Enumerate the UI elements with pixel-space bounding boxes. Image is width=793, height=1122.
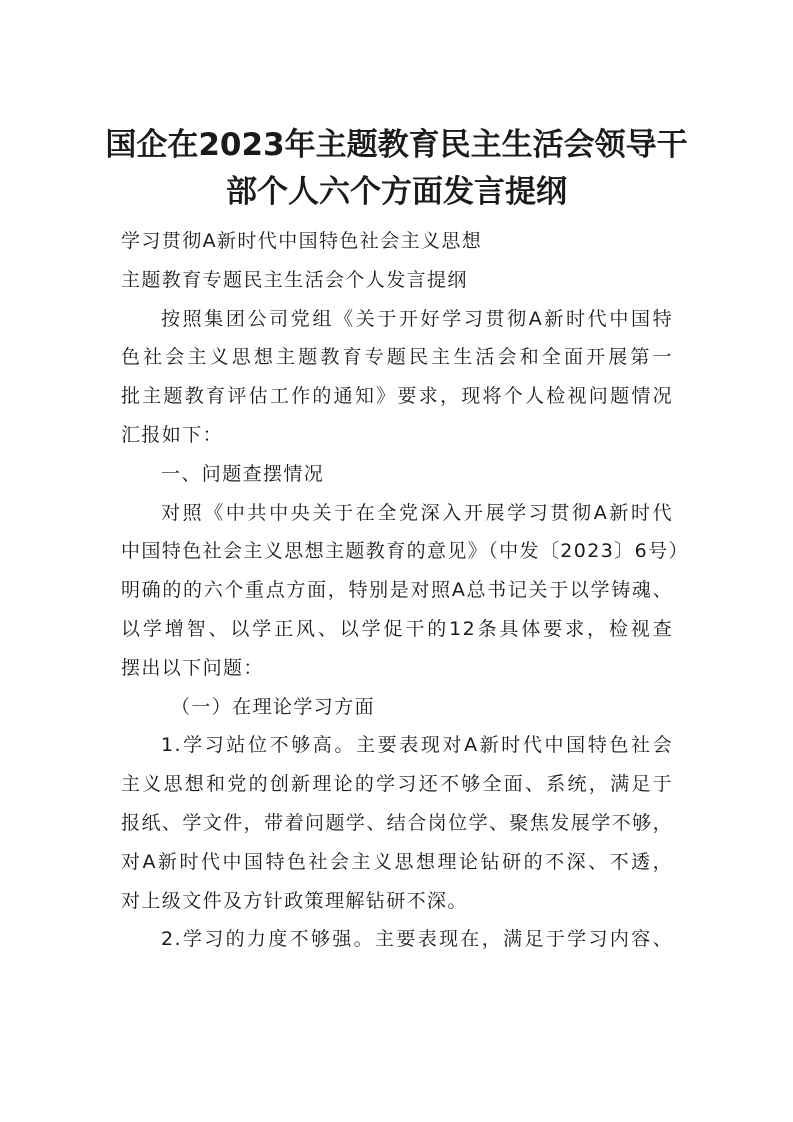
text-line: 明确的的六个重点方面，特别是对照A总书记关于以学铸魂、 [121, 579, 673, 602]
text-line: 对上级文件及方针政策理解钻研不深。 [121, 889, 468, 912]
text-line: 对照《中共中央关于在全党深入开展学习贯彻A新时代 [161, 501, 673, 524]
text-line: 学习贯彻A新时代中国特色社会主义思想 [121, 230, 483, 252]
text-line: 1.学习站位不够高。主要表现对A新时代中国特色社会 [161, 734, 673, 757]
text-line: 摆出以下问题： [121, 656, 264, 679]
text-line: 按照集团公司党组《关于开好学习贯彻A新时代中国特 [161, 307, 673, 330]
text-line: 色社会主义思想主题教育专题民主生活会和全面开展第一 [121, 346, 673, 369]
text-line: 对A新时代中国特色社会主义思想理论钻研的不深、不透， [121, 850, 673, 873]
text-line: 以学增智、以学正风、以学促干的12条具体要求，检视查 [121, 617, 673, 640]
text-line: 汇报如下： [121, 423, 224, 446]
text-line: 报纸、学文件，带着问题学、结合岗位学、聚焦发展学不够， [121, 811, 673, 834]
text-line: 批主题教育评估工作的通知》要求，现将个人检视问题情况 [121, 385, 673, 408]
text-line: 2.学习的力度不够强。主要表现在，满足于学习内容、 [161, 928, 673, 951]
text-line: 中国特色社会主义思想主题教育的意见》（中发〔2023〕6号） [121, 540, 689, 563]
text-line: 一、问题查摆情况 [161, 462, 325, 485]
document-title-line-1: 国企在2023年主题教育民主生活会领导干 [105, 127, 688, 163]
text-line: （一）在理论学习方面 [171, 695, 376, 718]
document-title-line-2: 部个人六个方面发言提纲 [226, 174, 567, 210]
text-line: 主题教育专题民主生活会个人发言提纲 [121, 268, 468, 291]
document-body [121, 222, 689, 959]
text-line: 主义思想和党的创新理论的学习还不够全面、系统，满足于 [121, 773, 673, 796]
